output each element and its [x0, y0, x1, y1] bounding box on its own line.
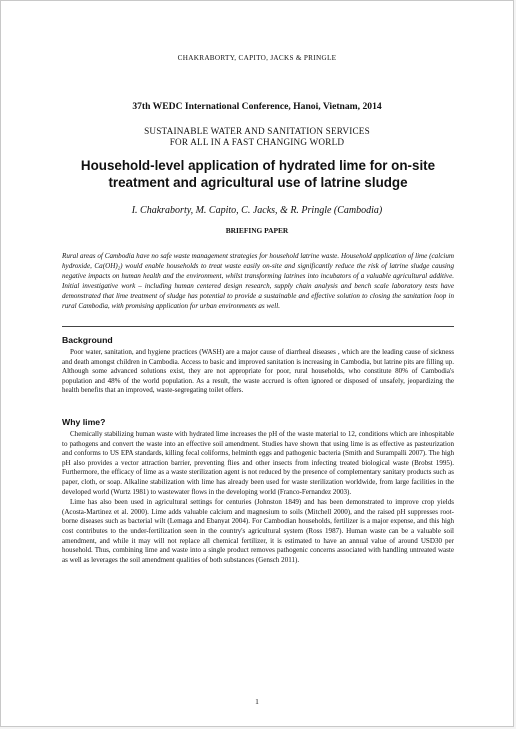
- abstract: Rural areas of Cambodia have no safe waste management strategies for household latrine waste. Household application of lime (calcium hydroxide, Ca(OH)₂) would enable households to treat waste easily on-site and significantly reduce the risk of latrine sludge causing negative impacts on human health and the environment, whilst transforming latrines into incubators of a valuable agricultural additive. Initial investigative work – including human centered design research, supply chain analysis and bench scale laboratory tests have demonstrated that lime treatment of sludge has potential to provide a sustainable and effective solution to closing the sanitation loop in rural Cambodia, with promising application for urban environments as well.: [62, 252, 454, 311]
- section-heading-background: Background: [62, 335, 113, 345]
- title-line-2: treatment and agricultural use of latrine sludge: [108, 175, 408, 190]
- running-head: CHAKRABORTY, CAPITO, JACKS & PRINGLE: [177, 54, 337, 62]
- paper-type: BRIEFING PAPER: [225, 226, 289, 235]
- paper-title: [41, 157, 475, 191]
- page-number: 1: [255, 697, 259, 706]
- abstract-divider: [62, 326, 454, 327]
- authors: I. Chakraborty, M. Capito, C. Jacks, & R. Pringle (Cambodia): [131, 205, 383, 216]
- section-why-lime: [62, 417, 454, 565]
- section-background: [62, 335, 454, 396]
- title-line-1: Household-level application of hydrated lime for on-site: [80, 158, 436, 173]
- theme-line-1: SUSTAINABLE WATER AND SANITATION SERVICES: [144, 126, 370, 136]
- background-paragraph: Poor water, sanitation, and hygiene practices (WASH) are a major cause of diarrheal diseases , which are the leading cause of sickness and death amongst children in Cambodia. Access to basic and improved sanitation is increasing in Cambodia, but latrine pits are filling up. Although some advanced solutions exist, they are not appropriate for poor, rural households, who constitute 80% of Cambodia's population and 48% of the world population. As a result, the waste accrued is often ignored or disposed of unsafely, jeopardizing the health benefits that an improved, waste-segregating toilet offers.: [62, 348, 454, 395]
- conference-line: 37th WEDC International Conference, Hanoi, Vietnam, 2014: [132, 101, 382, 112]
- conference-theme: [1, 126, 513, 148]
- section-heading-why-lime: Why lime?: [62, 417, 106, 427]
- why-lime-paragraph-1: Chemically stabilizing human waste with hydrated lime increases the pH of the waste material to 12, conditions which are inhospitable to pathogens and convert the waste into an effective soil amendment. Studies have shown that using lime is as effective as pasteurization and conforms to US EPA standards, killing fecal coliforms, helminth eggs and pathogenic bacteria (Smith and Surampalli 2007). The high pH also provides a vector attraction barrier, preventing flies and other insects from infecting treated biological waste (Brobst 1995). Furthermore, the efficacy of lime as a waste sterilization agent is not reduced by the presence of complementary sanitary products such as paper, cloth, or soap. Alkaline stabilization with lime has already been used for waste sterilization worldwide, from large facilities in the developed world (Wurtz 1981) to wastewater flows in the developing world (Franco-Fernandez 2003).: [62, 430, 454, 496]
- theme-line-2: FOR ALL IN A FAST CHANGING WORLD: [169, 137, 345, 147]
- why-lime-paragraph-2: Lime has also been used in agricultural settings for centuries (Johnston 1849) and has been demonstrated to improve crop yields (Acosta-Martinez et al. 2000). Lime adds valuable calcium and magnesium to soils (Mitchell 2000), and the raised pH suppresses root-borne diseases such as bacterial wilt (Lemaga and Ebanyat 2004). For Cambodian households, fertilizer is a major expense, and this high cost contributes to the under-fertilization seen in the country's agricultural system (Ross 1987). Human waste can be a valuable soil amendment, and while it may will not replace all chemical fertilizer, it is estimated to have an annual value of around USD30 per household. Thus, combining lime and waste into a single product removes pathogenic concerns associated with handling untreated waste as well as leverages the soil amendment qualities of both substances (Gensch 2011).: [62, 498, 454, 564]
